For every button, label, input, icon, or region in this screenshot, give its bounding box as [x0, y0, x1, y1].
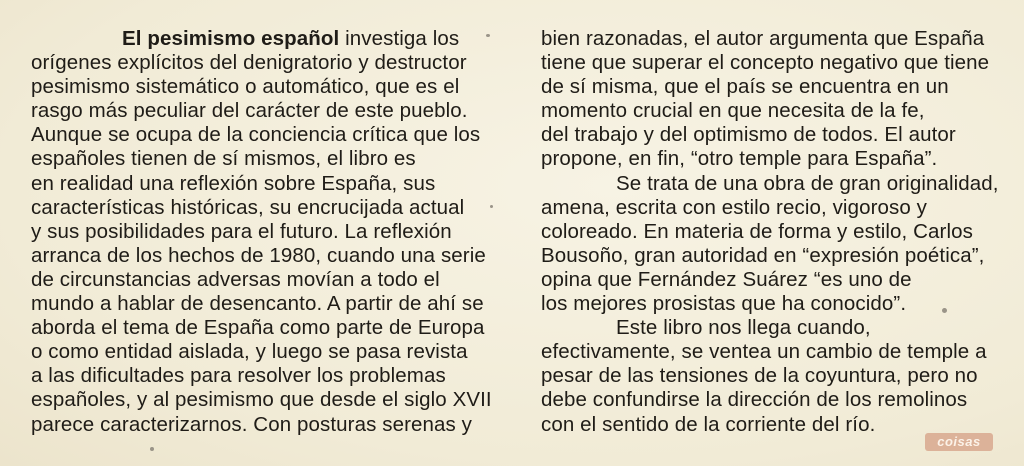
paper-speck [150, 447, 154, 451]
text-line: propone, en fin, “otro temple para España”. [541, 147, 938, 171]
text-line: debe confundirse la dirección de los remolinos [541, 388, 968, 412]
text-line: españoles, y al pesimismo que desde el siglo XVII [31, 388, 492, 412]
text-line: pesar de las tensiones de la coyuntura, pero no [541, 364, 978, 388]
text-line: del trabajo y del optimismo de todos. El autor [541, 123, 956, 147]
text-line: con el sentido de la corriente del río. [541, 412, 876, 436]
right-text-column [541, 27, 1021, 437]
text-line: rasgo más peculiar del carácter de este pueblo. [31, 99, 468, 123]
book-title: El pesimismo español [122, 27, 340, 50]
paper-speck [490, 205, 493, 208]
text-line: Aunque se ocupa de la conciencia crítica que los [31, 123, 481, 147]
text-line: Bousoño, gran autoridad en “expresión poética”, [541, 243, 985, 267]
text-line: españoles tienen de sí mismos, el libro es [31, 147, 416, 171]
text-line: opina que Fernández Suárez “es uno de [541, 267, 912, 291]
text-line: o como entidad aislada, y luego se pasa revista [31, 340, 468, 364]
text-line: amena, escrita con estilo recio, vigoroso y [541, 195, 928, 219]
watermark-logo: coisas [925, 433, 993, 451]
paper-speck [486, 34, 490, 37]
text-line: los mejores prosistas que ha conocido”. [541, 292, 907, 316]
paragraph-start-line: Este libro nos llega cuando, [616, 316, 871, 340]
text-line: arranca de los hechos de 1980, cuando una serie [31, 243, 486, 267]
text-line: de sí misma, que el país se encuentra en un [541, 75, 949, 99]
text-line: a las dificultades para resolver los problemas [31, 364, 446, 388]
text-line: aborda el tema de España como parte de Europa [31, 316, 485, 340]
text-line: mundo a hablar de desencanto. A partir de ahí se [31, 292, 484, 316]
paper-speck [942, 308, 947, 313]
text-line: de circunstancias adversas movían a todo el [31, 267, 440, 291]
text-line: tiene que superar el concepto negativo que tiene [541, 51, 990, 75]
text-line: en realidad una reflexión sobre España, sus [31, 171, 436, 195]
lead-line [31, 27, 521, 51]
text-line: y sus posibilidades para el futuro. La reflexión [31, 219, 452, 243]
text-line: momento crucial en que necesita de la fe, [541, 99, 925, 123]
text-line: bien razonadas, el autor argumenta que España [541, 27, 985, 50]
text-line: características históricas, su encrucijada actual [31, 195, 465, 219]
text-line: efectivamente, se ventea un cambio de temple a [541, 340, 987, 364]
lead-text: investiga los [339, 27, 460, 50]
text-line: orígenes explícitos del denigratorio y destructor [31, 51, 467, 75]
left-text-column [31, 27, 521, 437]
text-line: pesimismo sistemático o automático, que es el [31, 75, 460, 99]
text-line: parece caracterizarnos. Con posturas serenas y [31, 412, 473, 436]
text-line: coloreado. En materia de forma y estilo, Carlos [541, 219, 973, 243]
paragraph-start-line: Se trata de una obra de gran originalidad, [616, 171, 999, 195]
